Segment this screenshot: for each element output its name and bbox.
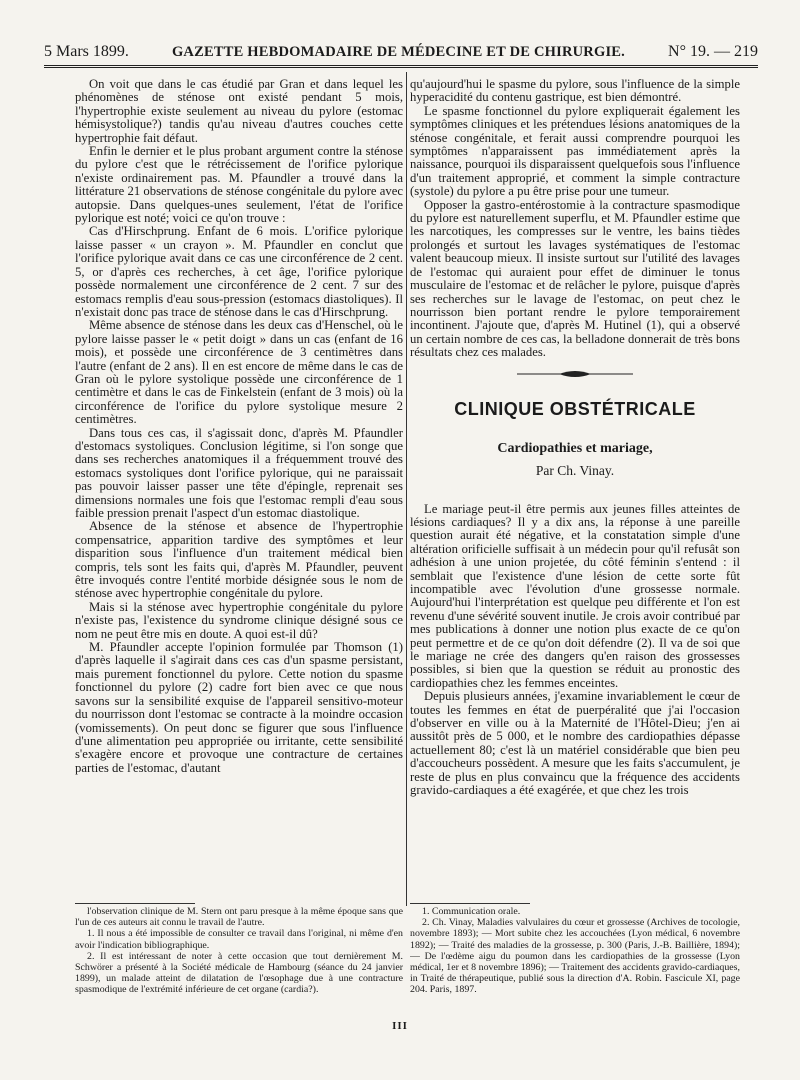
column-separator: [406, 72, 407, 906]
paragraph: On voit que dans le cas étudié par Gran et dans lequel les phénomènes de sténose ont existé pendant 5 mois, l'hypertrophie existe seulement au niveau du pylore (estomac hémisystolique?) tandis qu'au niveau d'autres couches cette hypertrophie fait défaut.: [75, 78, 403, 145]
right-column: [410, 78, 740, 900]
paragraph: Enfin le dernier et le plus probant argument contre la sténose du pylore c'est que le rétrécissement de l'orifice pylorique n'existe ordinairement pas. M. Pfaundler a trouvé dans la littérature 21 observations de sténose congénitale du pylore avec autopsie. Dans quelques-unes seulement, l'état de l'orifice pylorique est noté; voici ce qu'on trouve :: [75, 144, 403, 226]
paragraph: Absence de la sténose et absence de l'hypertrophie compensatrice, apparition tardive des symptômes et leur disparition sous l'influence d'un traitement médical bien compris, tels sont les faits qui, d'après M. Pfaundler, peuvent être invoqués contre l'entité morbide désignée sous le nom de sténose avec hypertrophie congénitale du pylore.: [75, 519, 403, 601]
left-column: [75, 78, 403, 900]
section-title: CLINIQUE OBSTÉTRICALE: [454, 398, 696, 419]
footnote-rule: [410, 903, 530, 904]
section-ornament: [410, 366, 740, 382]
article-title: Cardiopathies et mariage,: [497, 440, 653, 456]
footnote: 1. Il nous a été impossible de consulter ce travail dans l'original, ni même d'en avoir l'indication bibliographique.: [75, 928, 403, 951]
header-number-page: N° 19. — 219: [668, 43, 758, 60]
signature-folio: III: [392, 1020, 408, 1032]
ornament-rule-icon: [515, 366, 635, 382]
paragraph: Même absence de sténose dans les deux cas d'Henschel, où le pylore laisse passer le « petit doigt » dans un cas (enfant de 16 mois), et possède une circonférence de 3 centimètres dans l'autre (enfant de 2 ans). Il en est encore de même dans le cas de Gran où le pylore systolique possède une circonférence de 1 centimètre et dans le cas de Finkelstein (enfant de 3 mois) où la circonférence de l'orifice du pylore systolique mesure 2 centimètres.: [75, 318, 403, 427]
footnote-rule: [75, 903, 195, 904]
footnote: 2. Ch. Vinay, Maladies valvulaires du cœur et grossesse (Archives de tocologie, novembre 1893); — Mort subite chez les accouchées (Lyon médical, 6 novembre 1892); — Traité des maladies de la grossesse, p. 300 (Paris, J.-B. Baillière, 1894); — De l'œdème aigu du poumon dans les cardiopathies de la grossesse (Lyon médical, 1er et 8 novembre 1896); — Traitement des accidents gravido-cardiaques, in Traité de thérapeutique, publié sous la direction d'A. Robin. Fascicule XI, page 204. Paris, 1897.: [410, 917, 740, 996]
header-date: 5 Mars 1899.: [44, 43, 129, 60]
paragraph: Mais si la sténose avec hypertrophie congénitale du pylore n'existe pas, l'existence du syndrome clinique désigné sous ce nom ne peut être mis en doute. A quoi est-il dû?: [75, 599, 403, 641]
footnote: 1. Communication orale.: [422, 906, 521, 917]
footnote: 2. Il est intéressant de noter à cette occasion que tout dernièrement M. Schwörer a présenté à la Société médicale de Hambourg (séance du 24 janvier 1899), un malade atteint de dilatation de l'œsophage due à une contracture spasmodique de l'extrémité inférieure de cet organe (cardia?).: [75, 950, 403, 996]
left-footnotes: [75, 906, 403, 1018]
paragraph: Depuis plusieurs années, j'examine invariablement le cœur de toutes les femmes en état de puerpéralité que j'ai l'occasion d'observer en ville ou à la Maternité de l'Hôtel-Dieu; j'en ai aussitôt près de 5 000, et le nombre des cardiopathies dépasse actuellement 80; c'est là un matériel considérable que bien peu d'accoucheurs possèdent. A mesure que les faits s'accumulent, je reste de plus en plus convaincu que la fréquence des accidents gravido-cardiaques a été exagérée, et que chez les trois: [410, 689, 740, 798]
paragraph: M. Pfaundler accepte l'opinion formulée par Thomson (1) d'après laquelle il s'agirait dans ces cas d'un spasme persistant, mais purement fonctionnel du pylore. Cette notion du spasme fonctionnel du pylore (2) cadre fort bien avec ce que nous savons sur la sensibilité exquise de l'appareil sensitivo-moteur du nourrisson dont l'estomac se contracte à la moindre occasion (vomissements). On peut donc se figurer que sous l'influence d'une alimentation peu appropriée ou irritante, cette sensibilité s'exagère encore et provoque une contracture de certaines parties de l'estomac, d'autant: [75, 640, 403, 775]
running-head: [44, 42, 758, 62]
article-byline: Par Ch. Vinay.: [535, 462, 615, 478]
paragraph: Cas d'Hirschprung. Enfant de 6 mois. L'orifice pylorique laisse passer « un crayon ». M. Pfaundler en conclut que l'orifice pylorique avait dans ce cas une circonférence de 2 cent. 5, or d'après ces recherches, à cet âge, l'orifice pylorique possède normalement une circonférence de 2 cent. 7 sur des estomacs remplis d'eau sous-pression (estomacs diastoliques). Il n'existait donc pas trace de sténose dans le cas d'Hirschprung.: [75, 224, 403, 319]
paragraph: Dans tous ces cas, il s'agissait donc, d'après M. Pfaundler d'estomacs systoliques. Conclusion légitime, si l'on songe que dans ses recherches anatomiques il a fréquemment trouvé des estomacs systoliques dont l'orifice pylorique, qui ne paraissait pas pouvoir laisser passer une tête d'épingle, reprenait ses dimensions normales une fois que l'estomac rempli d'eau sous faible pression prenait l'aspect d'un estomac diastolique.: [75, 425, 403, 520]
paragraph: Opposer la gastro-entérostomie à la contracture spasmodique du pylore est naturellement superflu, et M. Pfaundler estime que les narcotiques, les compresses sur le ventre, les bains tièdes prolongés et surtout les lavages systématiques de l'estomac valent beaucoup mieux. Il insiste surtout sur l'utilité des lavages de l'estomac qui auraient pour effet de diminuer le tonus musculaire de l'estomac et de relâcher le pylore, puisque d'après ses recherches sur le lavage de l'estomac, on peut chez le nourrisson bien portant rendre le pylore temporairement incontinent. J'ajoute que, d'après M. Hutinel (1), qui a observé un certain nombre de ces cas, la belladone donnerait de très bons résultats chez ces malades.: [410, 197, 740, 360]
paragraph: qu'aujourd'hui le spasme du pylore, sous l'influence de la simple hyperacidité du contenu gastrique, est bien démontré.: [410, 78, 740, 105]
footnote: l'observation clinique de M. Stern ont paru presque à la même époque sans que l'un de ces auteurs ait connu le travail de l'autre.: [75, 906, 403, 929]
right-footnotes: [410, 906, 740, 1018]
journal-title: GAZETTE HEBDOMADAIRE DE MÉDECINE ET DE CHIRURGIE.: [171, 44, 625, 60]
paragraph: Le mariage peut-il être permis aux jeunes filles atteintes de lésions cardiaques? Il y a dix ans, la réponse à une pareille question aurait été négative, et la constatation simple d'une altération orificielle suffisait à un médecin pour qu'il refusât son adhésion à une union projetée, du côté féminin s'entend : il semblait que l'existence d'une lésion de cette sorte fût incompatible avec l'évolution d'une grossesse normale. Aujourd'hui l'interprétation est quelque peu différente et l'on est revenu d'une sévérité souvent inutile. Je crois avoir contribué par mes publications à donner une notion plus exacte de ce qu'on peut permettre et de ce qu'on doit défendre (2). Il va de soi que le mariage ne crée des dangers qu'en raison des grossesses possibles, si bien que la question se réduit au pronostic des cardiopathies chez les femmes enceintes.: [410, 501, 740, 690]
header-rule: [44, 65, 758, 68]
paragraph: Le spasme fonctionnel du pylore expliquerait également les symptômes cliniques et les prétendues lésions anatomiques de la sténose congénitale, et ferait aussi comprendre pourquoi les symptômes n'apparaissent pas immédiatement après la naissance, pourquoi ils disparaissent quelquefois sous l'influence d'un traitement approprié, et comment la simple contracture (systole) du pylore a pu être prise pour une tumeur.: [410, 103, 740, 199]
